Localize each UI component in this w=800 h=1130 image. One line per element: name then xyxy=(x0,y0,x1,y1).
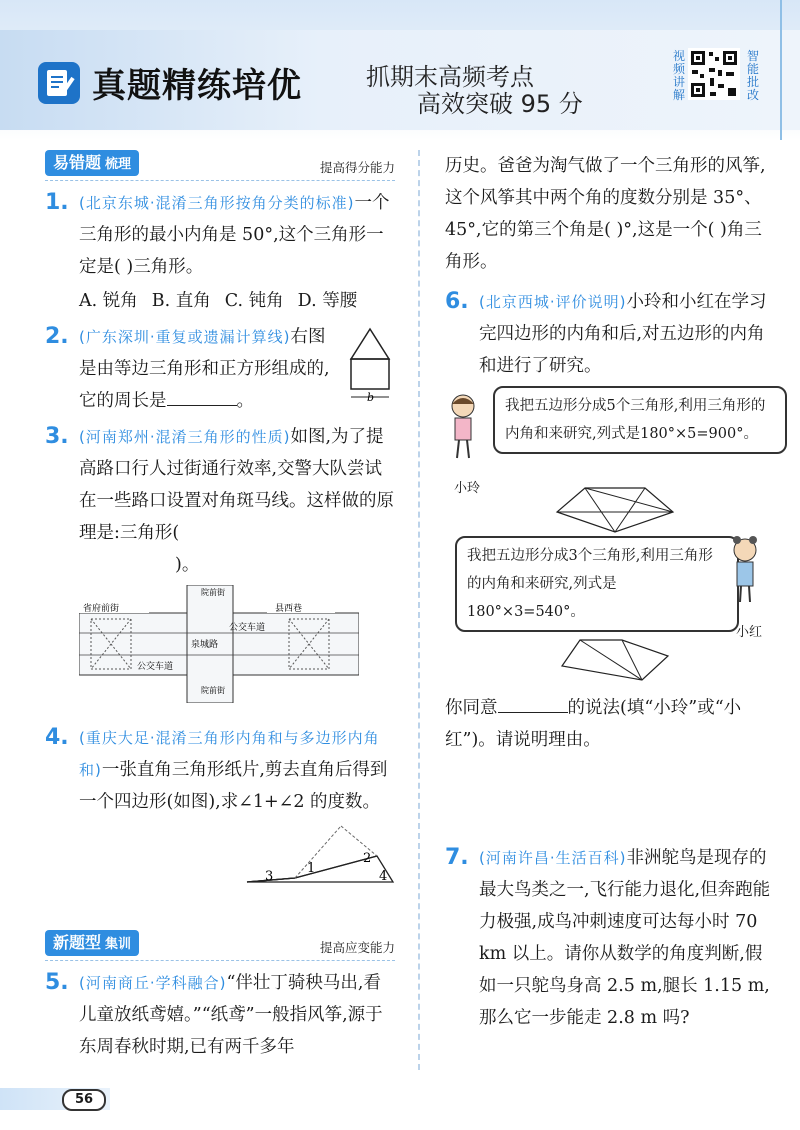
question-4 xyxy=(45,722,395,818)
question-7 xyxy=(445,842,775,1034)
question-text: 如图,为了提高路口行人过街通行效率,交警大队尝试在一些路口设置对角斑马线。这样做的原理是:三角形( xyxy=(79,427,394,543)
question-source: (河南许昌·生活百科) xyxy=(479,849,627,867)
question-1 xyxy=(45,187,395,317)
question-number: 1. xyxy=(45,190,69,215)
label-bus-lane-bottom: 公交车道 xyxy=(137,662,174,672)
answer-blank[interactable] xyxy=(498,694,568,713)
choice-list xyxy=(79,285,395,317)
label-street-right: 县西巷 xyxy=(275,604,303,614)
angle-label-2: 2 xyxy=(363,851,372,866)
girl-icon xyxy=(727,536,763,606)
answer-blank-end: )。 xyxy=(175,555,200,575)
question-source: (北京西城·评价说明) xyxy=(479,293,627,311)
question-5-continued: 历史。爸爸为淘气做了一个三角形的风筝,这个风筝其中两个角的度数分别是 35°、45°,它的第三个角是( )°,这是一个( )角三角形。 xyxy=(445,156,766,272)
figure-label-b: b xyxy=(367,391,375,403)
question-number: 5. xyxy=(45,970,69,995)
slogan-line-2: 高效突破 95 分 xyxy=(417,90,583,118)
question-5 xyxy=(45,967,395,1063)
question-number: 4. xyxy=(45,725,69,750)
question-text: 右图是由等边三角形和正方形组成的,它的周长是 xyxy=(79,327,330,411)
question-text: “伴壮丁骑秧马出,看儿童放纸鸢嬉。”“纸鸢”一般指风筝,源于东周春秋时期,已有两千多年 xyxy=(79,973,383,1057)
label-bus-lane-top: 公交车道 xyxy=(229,623,266,633)
question-source: (广东深圳·重复或遗漏计算线) xyxy=(79,328,291,346)
choice-d[interactable]: D. 等腰 xyxy=(297,291,358,311)
pentagon-3-triangles-figure xyxy=(560,636,670,682)
question-6-ask: 你同意 的说法(填“小玲”或“小红”)。请说明理由。 xyxy=(445,692,775,756)
question-text-end: 。 xyxy=(236,391,254,411)
question-source: (北京东城·混淆三角形按角分类的标准) xyxy=(79,194,355,212)
section-badge: 新题型 集训 xyxy=(45,930,139,956)
girl-icon xyxy=(445,392,481,462)
left-column xyxy=(45,150,395,1067)
slogan-line-1: 抓期末高频考点 xyxy=(366,63,534,91)
column-divider xyxy=(418,150,420,1070)
choice-b[interactable]: B. 直角 xyxy=(151,291,211,311)
question-text: 一张直角三角形纸片,剪去直角后得到一个四边形(如图),求∠1+∠2 的度数。 xyxy=(79,760,388,812)
angle-label-4: 4 xyxy=(379,869,388,884)
label-main-road: 泉城路 xyxy=(191,640,219,650)
label-street-top: 院前街 xyxy=(201,588,225,597)
book-title: 真题精练培优 xyxy=(92,66,302,106)
section-goal: 提高应变能力 xyxy=(319,940,395,955)
speech-bubble-xiaoling: 我把五边形分成5个三角形,利用三角形的内角和来研究,列式是180°×5=900°。 xyxy=(493,386,787,454)
label-street-bottom: 院前街 xyxy=(201,686,225,695)
section-header-error-prone xyxy=(45,150,395,181)
question-6 xyxy=(445,286,775,382)
angle-label-3: 3 xyxy=(265,869,274,884)
pentagon-5-triangles-figure xyxy=(555,484,675,534)
section-badge: 易错题 梳理 xyxy=(45,150,139,176)
question-number: 3. xyxy=(45,424,69,449)
speech-bubble-xiaohong: 我把五边形分成3个三角形,利用三角形的内角和来研究,列式是180°×3=540°。 xyxy=(455,536,739,632)
crossroad-map xyxy=(79,585,359,703)
choice-a[interactable]: A. 锐角 xyxy=(79,291,138,311)
question-number: 7. xyxy=(445,845,469,870)
question-source: (河南商丘·学科融合) xyxy=(79,974,227,992)
answer-blank[interactable] xyxy=(167,387,237,406)
choice-c[interactable]: C. 钝角 xyxy=(224,291,284,311)
angle-label-1: 1 xyxy=(307,861,316,876)
quadrilateral-figure xyxy=(245,822,395,886)
question-text: 小玲和小红在学习完四边形的内角和后,对五边形的内角和进行了研究。 xyxy=(479,292,767,376)
question-text: 一个三角形的最小内角是 50°,这个三角形一定是( )三角形。 xyxy=(79,193,390,277)
person-xiaoling xyxy=(445,392,489,505)
label-street-left: 省府前街 xyxy=(83,604,120,614)
person-name: 小玲 xyxy=(453,481,480,496)
house-shape-figure xyxy=(345,325,395,403)
question-source: (河南郑州·混淆三角形的性质) xyxy=(79,428,291,446)
question-3 xyxy=(45,421,395,581)
question-number: 6. xyxy=(445,289,469,314)
book-pen-icon xyxy=(38,62,80,104)
question-text: 非洲鸵鸟是现存的最大鸟类之一,飞行能力退化,但奔跑能力极强,成鸟冲刺速度可达每小时 70 km 以上。请你从数学的角度判断,假如一只鸵鸟身高 2.5 m,腿长 1.15 m,那么它一步能走 2.8 m 吗? xyxy=(479,848,771,1028)
question-2 xyxy=(45,321,395,417)
dialogue-figure xyxy=(445,386,775,640)
section-header-new-type xyxy=(45,930,395,961)
header-banner xyxy=(0,0,800,140)
edge-rule xyxy=(780,0,782,140)
right-column xyxy=(445,150,775,1038)
section-goal: 提高得分能力 xyxy=(319,160,395,175)
page-number: 56 xyxy=(62,1089,106,1111)
qr-right-label: 智能批改 xyxy=(746,49,759,102)
question-number: 2. xyxy=(45,324,69,349)
qr-code-icon[interactable] xyxy=(688,48,740,100)
qr-left-label: 视频讲解 xyxy=(672,49,685,102)
person-xiaohong xyxy=(727,536,771,649)
question-source: (重庆大足·混淆三角形内角和与多边形内角和) xyxy=(79,729,380,779)
person-name: 小红 xyxy=(735,625,762,640)
